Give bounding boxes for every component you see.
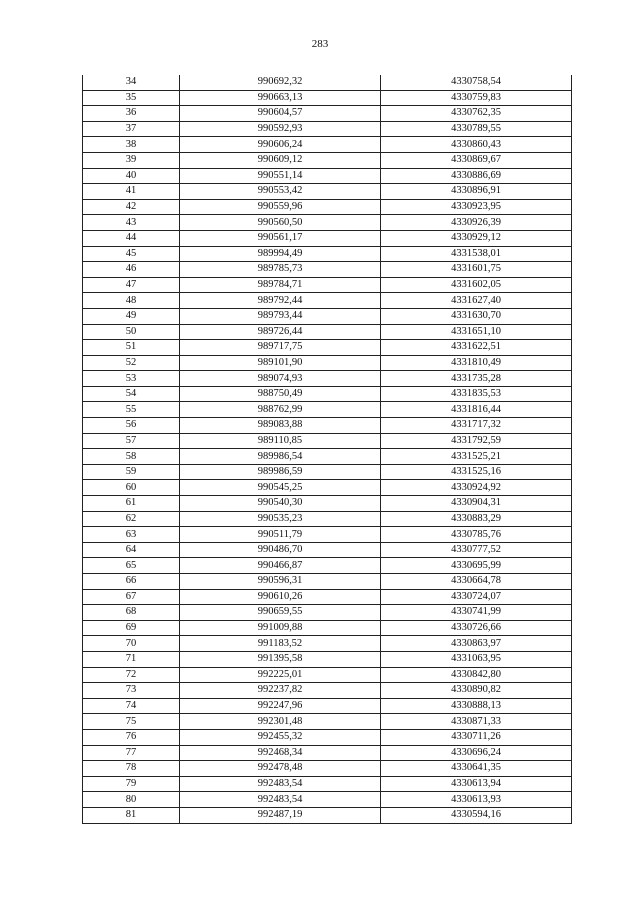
point-number-cell: 48 xyxy=(83,293,180,309)
point-number-cell: 35 xyxy=(83,90,180,106)
y-coordinate-cell: 4331525,16 xyxy=(381,464,572,480)
table-row xyxy=(83,745,572,761)
table-row xyxy=(83,636,572,652)
y-coordinate-cell: 4331717,32 xyxy=(381,418,572,434)
y-coordinate-cell: 4331538,01 xyxy=(381,246,572,262)
point-number-cell: 42 xyxy=(83,199,180,215)
table-row xyxy=(83,355,572,371)
y-coordinate-cell: 4331630,70 xyxy=(381,308,572,324)
table-row xyxy=(83,324,572,340)
table-row xyxy=(83,106,572,122)
x-coordinate-cell: 990561,17 xyxy=(180,230,381,246)
point-number-cell: 47 xyxy=(83,277,180,293)
x-coordinate-cell: 989717,75 xyxy=(180,340,381,356)
table-row xyxy=(83,651,572,667)
y-coordinate-cell: 4330726,66 xyxy=(381,620,572,636)
table-row xyxy=(83,371,572,387)
point-number-cell: 38 xyxy=(83,137,180,153)
point-number-cell: 79 xyxy=(83,776,180,792)
table-row xyxy=(83,667,572,683)
x-coordinate-cell: 989726,44 xyxy=(180,324,381,340)
x-coordinate-cell: 989792,44 xyxy=(180,293,381,309)
table-row xyxy=(83,433,572,449)
table-row xyxy=(83,449,572,465)
x-coordinate-cell: 990560,50 xyxy=(180,215,381,231)
table-row xyxy=(83,714,572,730)
y-coordinate-cell: 4330641,35 xyxy=(381,761,572,777)
point-number-cell: 66 xyxy=(83,574,180,590)
point-number-cell: 58 xyxy=(83,449,180,465)
x-coordinate-cell: 988750,49 xyxy=(180,386,381,402)
point-number-cell: 63 xyxy=(83,527,180,543)
x-coordinate-cell: 992225,01 xyxy=(180,667,381,683)
x-coordinate-cell: 990545,25 xyxy=(180,480,381,496)
y-coordinate-cell: 4330741,99 xyxy=(381,605,572,621)
point-number-cell: 43 xyxy=(83,215,180,231)
x-coordinate-cell: 989083,88 xyxy=(180,418,381,434)
y-coordinate-cell: 4330762,35 xyxy=(381,106,572,122)
table-row xyxy=(83,542,572,558)
table-row xyxy=(83,511,572,527)
y-coordinate-cell: 4330924,92 xyxy=(381,480,572,496)
y-coordinate-cell: 4331792,59 xyxy=(381,433,572,449)
y-coordinate-cell: 4331835,53 xyxy=(381,386,572,402)
point-number-cell: 72 xyxy=(83,667,180,683)
table-row xyxy=(83,308,572,324)
x-coordinate-cell: 990659,55 xyxy=(180,605,381,621)
y-coordinate-cell: 4330860,43 xyxy=(381,137,572,153)
y-coordinate-cell: 4331602,05 xyxy=(381,277,572,293)
y-coordinate-cell: 4330711,26 xyxy=(381,729,572,745)
y-coordinate-cell: 4331810,49 xyxy=(381,355,572,371)
x-coordinate-cell: 990592,93 xyxy=(180,121,381,137)
table-row xyxy=(83,293,572,309)
y-coordinate-cell: 4330888,13 xyxy=(381,698,572,714)
x-coordinate-cell: 990466,87 xyxy=(180,558,381,574)
y-coordinate-cell: 4330758,54 xyxy=(381,75,572,90)
y-coordinate-cell: 4330869,67 xyxy=(381,152,572,168)
table-row xyxy=(83,230,572,246)
x-coordinate-cell: 989110,85 xyxy=(180,433,381,449)
point-number-cell: 44 xyxy=(83,230,180,246)
table-row xyxy=(83,262,572,278)
y-coordinate-cell: 4330890,82 xyxy=(381,683,572,699)
x-coordinate-cell: 990663,13 xyxy=(180,90,381,106)
y-coordinate-cell: 4330923,95 xyxy=(381,199,572,215)
point-number-cell: 60 xyxy=(83,480,180,496)
x-coordinate-cell: 989793,44 xyxy=(180,308,381,324)
y-coordinate-cell: 4330929,12 xyxy=(381,230,572,246)
x-coordinate-cell: 992247,96 xyxy=(180,698,381,714)
table-row xyxy=(83,527,572,543)
x-coordinate-cell: 989986,54 xyxy=(180,449,381,465)
table-row xyxy=(83,418,572,434)
y-coordinate-cell: 4331816,44 xyxy=(381,402,572,418)
point-number-cell: 77 xyxy=(83,745,180,761)
point-number-cell: 55 xyxy=(83,402,180,418)
y-coordinate-cell: 4330777,52 xyxy=(381,542,572,558)
x-coordinate-cell: 990604,57 xyxy=(180,106,381,122)
y-coordinate-cell: 4330904,31 xyxy=(381,496,572,512)
x-coordinate-cell: 990596,31 xyxy=(180,574,381,590)
table-row xyxy=(83,761,572,777)
y-coordinate-cell: 4331063,95 xyxy=(381,651,572,667)
point-number-cell: 57 xyxy=(83,433,180,449)
table-row xyxy=(83,199,572,215)
table-row xyxy=(83,152,572,168)
point-number-cell: 45 xyxy=(83,246,180,262)
point-number-cell: 59 xyxy=(83,464,180,480)
x-coordinate-cell: 988762,99 xyxy=(180,402,381,418)
x-coordinate-cell: 990559,96 xyxy=(180,199,381,215)
table-row xyxy=(83,698,572,714)
x-coordinate-cell: 990551,14 xyxy=(180,168,381,184)
point-number-cell: 76 xyxy=(83,729,180,745)
x-coordinate-cell: 990553,42 xyxy=(180,184,381,200)
y-coordinate-cell: 4330871,33 xyxy=(381,714,572,730)
y-coordinate-cell: 4330664,78 xyxy=(381,574,572,590)
x-coordinate-cell: 990610,26 xyxy=(180,589,381,605)
x-coordinate-cell: 990535,23 xyxy=(180,511,381,527)
x-coordinate-cell: 992487,19 xyxy=(180,807,381,823)
table-row xyxy=(83,246,572,262)
x-coordinate-cell: 990606,24 xyxy=(180,137,381,153)
x-coordinate-cell: 989994,49 xyxy=(180,246,381,262)
x-coordinate-cell: 992483,54 xyxy=(180,776,381,792)
x-coordinate-cell: 990609,12 xyxy=(180,152,381,168)
table-row xyxy=(83,589,572,605)
x-coordinate-cell: 992455,32 xyxy=(180,729,381,745)
y-coordinate-cell: 4330724,07 xyxy=(381,589,572,605)
point-number-cell: 50 xyxy=(83,324,180,340)
table-row xyxy=(83,168,572,184)
table-row xyxy=(83,215,572,231)
y-coordinate-cell: 4330863,97 xyxy=(381,636,572,652)
y-coordinate-cell: 4330696,24 xyxy=(381,745,572,761)
x-coordinate-cell: 990540,30 xyxy=(180,496,381,512)
table-row xyxy=(83,340,572,356)
y-coordinate-cell: 4330613,93 xyxy=(381,792,572,808)
point-number-cell: 78 xyxy=(83,761,180,777)
point-number-cell: 74 xyxy=(83,698,180,714)
point-number-cell: 81 xyxy=(83,807,180,823)
x-coordinate-cell: 992478,48 xyxy=(180,761,381,777)
point-number-cell: 49 xyxy=(83,308,180,324)
table-row xyxy=(83,90,572,106)
table-row xyxy=(83,792,572,808)
point-number-cell: 40 xyxy=(83,168,180,184)
point-number-cell: 39 xyxy=(83,152,180,168)
x-coordinate-cell: 992301,48 xyxy=(180,714,381,730)
y-coordinate-cell: 4330594,16 xyxy=(381,807,572,823)
table-row xyxy=(83,605,572,621)
point-number-cell: 80 xyxy=(83,792,180,808)
table-row xyxy=(83,386,572,402)
point-number-cell: 56 xyxy=(83,418,180,434)
point-number-cell: 62 xyxy=(83,511,180,527)
table-row xyxy=(83,464,572,480)
table-row xyxy=(83,121,572,137)
table-row xyxy=(83,277,572,293)
point-number-cell: 70 xyxy=(83,636,180,652)
coordinates-table-body xyxy=(83,75,572,823)
point-number-cell: 53 xyxy=(83,371,180,387)
y-coordinate-cell: 4330695,99 xyxy=(381,558,572,574)
table-row xyxy=(83,402,572,418)
point-number-cell: 46 xyxy=(83,262,180,278)
y-coordinate-cell: 4331622,51 xyxy=(381,340,572,356)
y-coordinate-cell: 4330759,83 xyxy=(381,90,572,106)
table-row xyxy=(83,496,572,512)
x-coordinate-cell: 991009,88 xyxy=(180,620,381,636)
y-coordinate-cell: 4330789,55 xyxy=(381,121,572,137)
y-coordinate-cell: 4330886,69 xyxy=(381,168,572,184)
x-coordinate-cell: 990486,70 xyxy=(180,542,381,558)
table-row xyxy=(83,137,572,153)
table-row xyxy=(83,729,572,745)
point-number-cell: 75 xyxy=(83,714,180,730)
x-coordinate-cell: 990511,79 xyxy=(180,527,381,543)
x-coordinate-cell: 992468,34 xyxy=(180,745,381,761)
y-coordinate-cell: 4330926,39 xyxy=(381,215,572,231)
point-number-cell: 54 xyxy=(83,386,180,402)
y-coordinate-cell: 4331651,10 xyxy=(381,324,572,340)
x-coordinate-cell: 989785,73 xyxy=(180,262,381,278)
y-coordinate-cell: 4330896,91 xyxy=(381,184,572,200)
y-coordinate-cell: 4330883,29 xyxy=(381,511,572,527)
table-row xyxy=(83,807,572,823)
point-number-cell: 73 xyxy=(83,683,180,699)
point-number-cell: 34 xyxy=(83,75,180,90)
point-number-cell: 64 xyxy=(83,542,180,558)
x-coordinate-cell: 992237,82 xyxy=(180,683,381,699)
point-number-cell: 67 xyxy=(83,589,180,605)
x-coordinate-cell: 992483,54 xyxy=(180,792,381,808)
x-coordinate-cell: 991395,58 xyxy=(180,651,381,667)
y-coordinate-cell: 4331735,28 xyxy=(381,371,572,387)
point-number-cell: 71 xyxy=(83,651,180,667)
point-number-cell: 69 xyxy=(83,620,180,636)
point-number-cell: 61 xyxy=(83,496,180,512)
table-row xyxy=(83,480,572,496)
point-number-cell: 36 xyxy=(83,106,180,122)
point-number-cell: 41 xyxy=(83,184,180,200)
y-coordinate-cell: 4331627,40 xyxy=(381,293,572,309)
coordinates-table xyxy=(82,75,572,824)
table-row xyxy=(83,184,572,200)
y-coordinate-cell: 4331525,21 xyxy=(381,449,572,465)
point-number-cell: 52 xyxy=(83,355,180,371)
x-coordinate-cell: 989074,93 xyxy=(180,371,381,387)
table-row xyxy=(83,75,572,90)
x-coordinate-cell: 989101,90 xyxy=(180,355,381,371)
x-coordinate-cell: 989784,71 xyxy=(180,277,381,293)
table-row xyxy=(83,620,572,636)
y-coordinate-cell: 4331601,75 xyxy=(381,262,572,278)
x-coordinate-cell: 990692,32 xyxy=(180,75,381,90)
table-row xyxy=(83,558,572,574)
point-number-cell: 65 xyxy=(83,558,180,574)
table-row xyxy=(83,776,572,792)
point-number-cell: 37 xyxy=(83,121,180,137)
y-coordinate-cell: 4330842,80 xyxy=(381,667,572,683)
point-number-cell: 51 xyxy=(83,340,180,356)
page-number: 283 xyxy=(311,38,329,50)
x-coordinate-cell: 991183,52 xyxy=(180,636,381,652)
table-row xyxy=(83,574,572,590)
y-coordinate-cell: 4330785,76 xyxy=(381,527,572,543)
table-row xyxy=(83,683,572,699)
point-number-cell: 68 xyxy=(83,605,180,621)
y-coordinate-cell: 4330613,94 xyxy=(381,776,572,792)
x-coordinate-cell: 989986,59 xyxy=(180,464,381,480)
